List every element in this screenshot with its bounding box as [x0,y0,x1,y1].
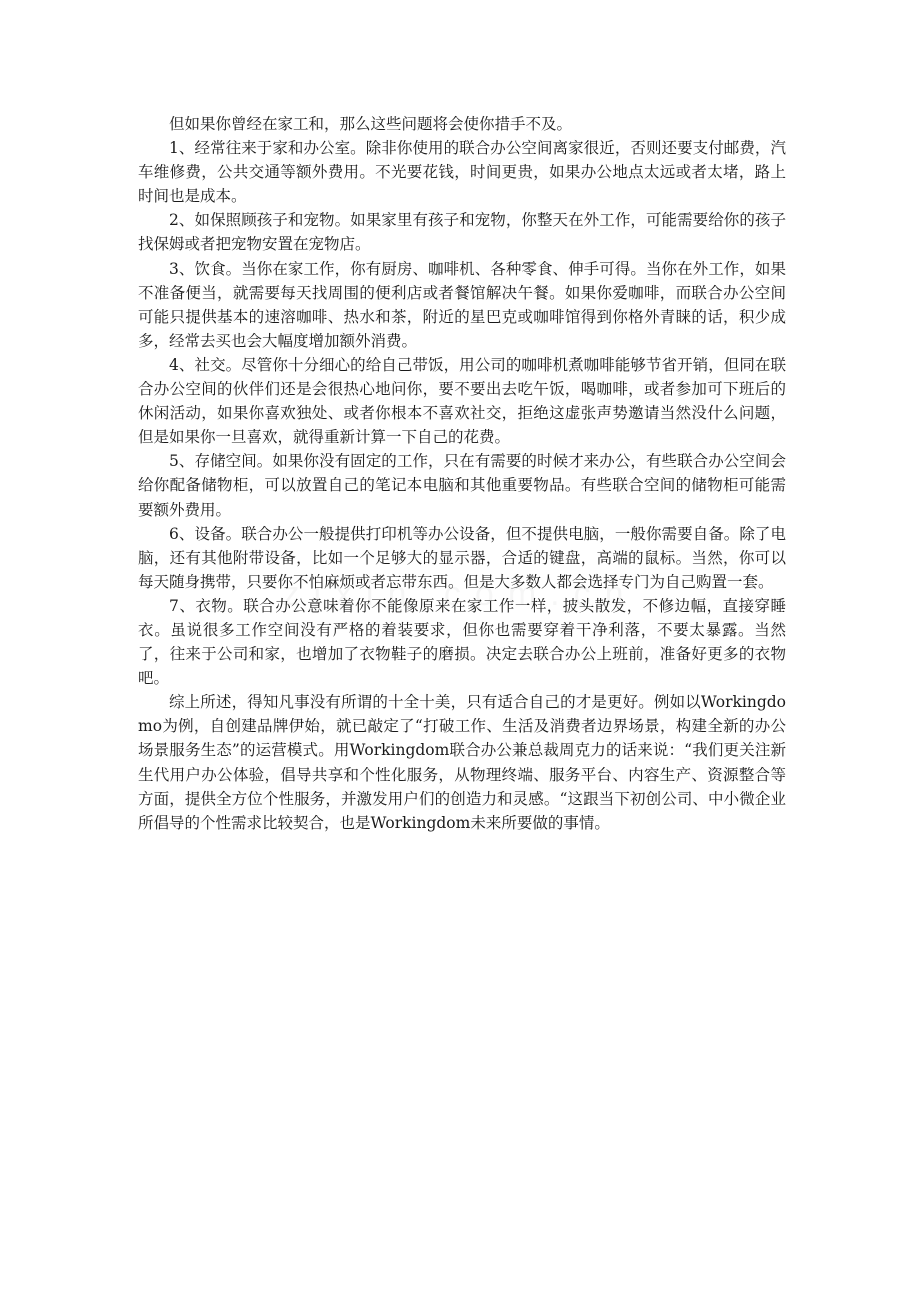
paragraph-equipment: 6、设备。联合办公一般提供打印机等办公设备，但不提供电脑，一般你需要自备。除了电脑，还有其他附带设备，比如一个足够大的显示器，合适的键盘，高端的鼠标。当然，你可以每天随身携带，只要你不怕麻烦或者忘带东西。但是大多数人都会选择专门为自己购置一套。 [138,524,786,591]
paragraph-intro: 但如果你曾经在家工和，那么这些问题将会使你措手不及。 [169,115,573,133]
document-body [138,112,786,835]
paragraph-storage: 5、存储空间。如果你没有固定的工作，只在有需要的时候才来办公，有些联合办公空间会给你配备储物柜，可以放置自己的笔记本电脑和其他重要物品。有些联合空间的储物柜可能需要额外费用。 [138,452,786,519]
paragraph-clothing: 7、衣物。联合办公意味着你不能像原来在家工作一样，披头散发，不修边幅，直接穿睡衣。虽说很多工作空间没有严格的着装要求，但你也需要穿着干净利落，不要太暴露。当然了，往来于公司和家，也增加了衣物鞋子的磨损。决定去联合办公上班前，准备好更多的衣物吧。 [138,596,786,688]
paragraph-conclusion: 综上所述，得知凡事没有所谓的十全十美，只有适合自己的才是更好。例如以Workingdomo为例，自创建品牌伊始，就已敲定了“打破工作、生活及消费者边界场景，构建全新的办公场景服务生态”的运营模式。用Workingdom联合办公兼总裁周克力的话来说：“我们更关注新生代用户办公体验，倡导共享和个性化服务，从物理终端、服务平台、内容生产、资源整合等方面，提供全方位个性服务，并激发用户们的创造力和灵感。“这跟当下初创公司、中小微企业所倡导的个性需求比较契合，也是Workingdom未来所要做的事情。 [138,693,786,832]
paragraph-social: 4、社交。尽管你十分细心的给自己带饭，用公司的咖啡机煮咖啡能够节省开销，但同在联合办公空间的伙伴们还是会很热心地问你，要不要出去吃午饭，喝咖啡，或者参加可下班后的休闲活动，如果你喜欢独处、或者你根本不喜欢社交，拒绝这虚张声势邀请当然没什么问题，但是如果你一旦喜欢，就得重新计算一下自己的花费。 [138,355,786,447]
paragraph-commute: 1、经常往来于家和办公室。除非你使用的联合办公空间离家很近，否则还要支付邮费，汽车维修费，公共交通等额外费用。不光要花钱，时间更贵，如果办公地点太远或者太堵，路上时间也是成本。 [138,139,786,206]
paragraph-children-pets: 2、如保照顾孩子和宠物。如果家里有孩子和宠物，你整天在外工作，可能需要给你的孩子找保姆或者把宠物安置在宠物店。 [138,211,786,254]
paragraph-food: 3、饮食。当你在家工作，你有厨房、咖啡机、各种零食、伸手可得。当你在外工作，如果不准备便当，就需要每天找周围的便利店或者餐馆解决午餐。如果你爱咖啡，而联合办公空间可能只提供基本的速溶咖啡、热水和茶，附近的星巴克或咖啡馆得到你格外青睐的话，积少成多，经常去买也会大幅度增加额外消费。 [138,259,786,350]
